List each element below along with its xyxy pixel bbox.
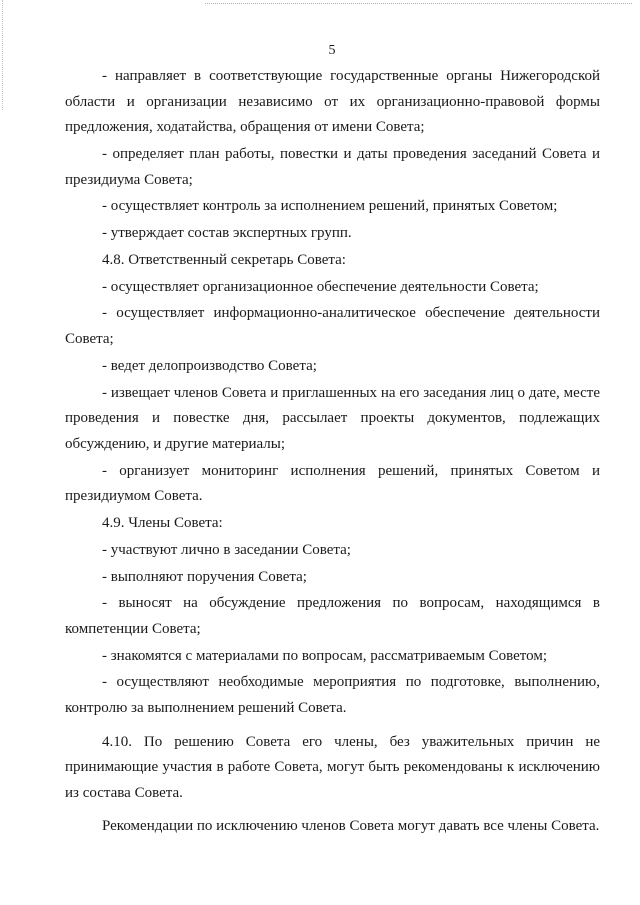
paragraph-item: - утверждает состав экспертных групп. <box>102 225 352 242</box>
paragraph-item: - организует мониторинг исполнения решений, принятых Советом и президиумом Совета. <box>65 462 600 505</box>
paragraph-item: - извещает членов Совета и приглашенных на его заседания лиц о дате, месте проведения и повестке дня, рассылает проекты документов, подлежащих обсуждению, и другие материалы; <box>65 384 600 452</box>
paragraph-item: - осуществляет организационное обеспечение деятельности Совета; <box>102 278 539 295</box>
paragraph-item: - знакомятся с материалами по вопросам, рассматриваемым Советом; <box>102 647 547 664</box>
paragraph-item: - участвуют лично в заседании Совета; <box>102 541 351 558</box>
paragraph-item: - осуществляют необходимые мероприятия по подготовке, выполнению, контролю за выполнением решений Совета. <box>65 674 600 717</box>
section-4-10: 4.10. По решению Совета его члены, без уважительных причин не принимающие участия в работе Совета, могут быть рекомендованы к исключению из состава Совета. <box>65 733 600 801</box>
paragraph-item: - выполняют поручения Совета; <box>102 568 307 585</box>
paragraph-item: - определяет план работы, повестки и даты проведения заседаний Совета и президиума Совета; <box>65 145 600 188</box>
section-heading-4-9: 4.9. Члены Совета: <box>102 514 223 531</box>
page-number: 5 <box>328 43 336 58</box>
paragraph-item: - осуществляет информационно-аналитическое обеспечение деятельности Совета; <box>65 305 600 348</box>
section-heading-4-8: 4.8. Ответственный секретарь Совета: <box>102 251 346 268</box>
scan-edge-line <box>205 3 632 4</box>
paragraph-item: - направляет в соответствующие государственные органы Нижегородской области и организации независимо от их организационно-правовой формы предложения, ходатайства, обращения от имени Совета; <box>65 68 600 136</box>
paragraph-item: - ведет делопроизводство Совета; <box>102 357 317 374</box>
paragraph-item: Рекомендации по исключению членов Совета могут давать все члены Совета. <box>102 818 600 835</box>
paragraph-item: - осуществляет контроль за исполнением решений, принятых Советом; <box>102 198 558 215</box>
paragraph-item: - выносят на обсуждение предложения по вопросам, находящимся в компетенции Совета; <box>65 595 600 637</box>
document-body <box>65 64 600 841</box>
